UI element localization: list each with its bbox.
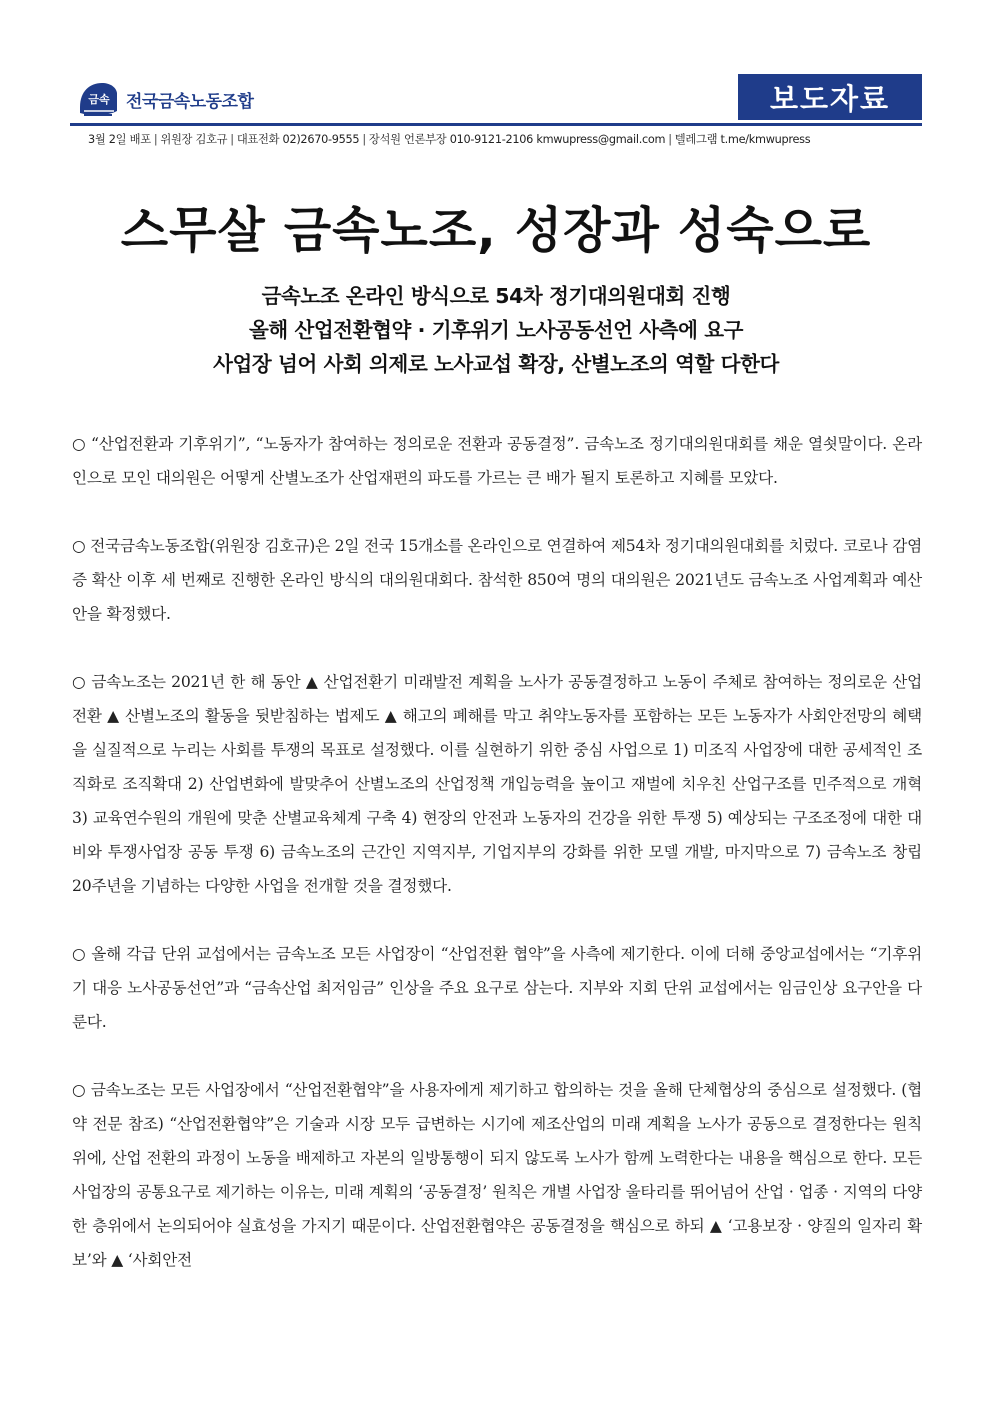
body-paragraph: ○ 올해 각급 단위 교섭에서는 금속노조 모든 사업장이 “산업전환 협약”을 사측에 제기한다. 이에 더해 중앙교섭에서는 “기후위기 대응 노사공동선언”과 “금속산업 최저임금” 인상을 주요 요구로 삼는다. 지부와 지회 단위 교섭에서는 임금인상 요구안을 다룬다. [72, 945, 922, 1031]
body-paragraph: ○ 금속노조는 2021년 한 해 동안 ▲ 산업전환기 미래발전 계획을 노사가 공동결정하고 노동이 주체로 참여하는 정의로운 산업전환 ▲ 산별노조의 활동을 뒷받침하는 법제도 ▲ 해고의 폐해를 막고 취약노동자를 포함하는 모든 노동자가 사회안전망의 혜택을 실질적으로 누리는 사회를 투쟁의 목표로 설정했다. 이를 실현하기 위한 중심 사업으로 1) 미조직 사업장에 대한 공세적인 조직화로 조직확대 2) 산업변화에 발맞추어 산별노조의 산업정책 개입능력을 높이고 재벌에 치우친 산업구조를 민주적으로 개혁 3) 교육연수원의 개원에 맞춘 산별교육체계 구축 4) 현장의 안전과 노동자의 건강을 위한 투쟁 5) 예상되는 구조조정에 대한 대비와 투쟁사업장 공동 투쟁 6) 금속노조의 근간인 지역지부, 기업지부의 강화를 위한 모델 개발, 마지막으로 7) 금속노조 창립 20주년을 기념하는 다양한 사업을 전개할 것을 결정했다. [72, 673, 922, 895]
main-phone: 대표전화 02)2670-9555 [236, 133, 360, 146]
subheadlines [0, 279, 992, 381]
union-emblem-icon [76, 77, 120, 121]
body-paragraph: ○ 전국금속노동조합(위원장 김호규)은 2일 전국 15개소를 온라인으로 연결하여 제54차 정기대의원대회를 치렀다. 코로나 감염증 확산 이후 세 번째로 진행한 온라인 방식의 대의원대회다. 참석한 850여 명의 대의원은 2021년도 금속노조 사업계획과 예산안을 확정했다. [72, 537, 922, 623]
headline: 스무살 금속노조, 성장과 성숙으로 [120, 202, 872, 259]
logo-mark-text: 금속 [88, 93, 110, 106]
body-paragraph: ○ “산업전환과 기후위기”, “노동자가 참여하는 정의로운 전환과 공동결정”. 금속노조 정기대의원대회를 채운 열쇳말이다. 온라인으로 모인 대의원은 어떻게 산별노조가 산업재편의 파도를 가르는 큰 배가 될지 토론하고 지혜를 모았다. [72, 435, 922, 487]
press-header [70, 74, 922, 130]
chair-name: 위원장 김호규 [160, 133, 228, 146]
subheadline: 올해 산업전환협약 · 기후위기 노사공동선언 사측에 요구 [248, 318, 744, 342]
body-paragraph: ○ 금속노조는 모든 사업장에서 “산업전환협약”을 사용자에게 제기하고 합의하는 것을 올해 단체협상의 중심으로 설정했다. (협약 전문 참조) “산업전환협약”은 기술과 시장 모두 급변하는 시기에 제조산업의 미래 계획을 노사가 공동으로 결정한다는 원칙 위에, 산업 전환의 과정이 노동을 배제하고 자본의 일방통행이 되지 않도록 노사가 함께 노력한다는 내용을 핵심으로 한다. 모든 사업장의 공통요구로 제기하는 이유는, 미래 계획의 ‘공동결정’ 원칙은 개별 사업장 울타리를 뛰어넘어 산업 · 업종 · 지역의 다양한 층위에서 논의되어야 실효성을 가지기 때문이다. 산업전환협약은 공동결정을 핵심으로 하되 ▲ ‘고용보장 · 양질의 일자리 확보’와 ▲ ‘사회안전 [72, 1081, 922, 1269]
union-logo [76, 76, 253, 122]
telegram-link: 텔레그램 t.me/kmwupress [674, 133, 811, 146]
contact-line: 3월 2일 배포 | 위원장 김호규 | 대표전화 02)2670-9555 | 장석원 언론부장 010-9121-2106 kmwupress@gmail.com | 텔레그램 t.me/kmwupress [88, 133, 811, 146]
release-date: 3월 2일 배포 [88, 133, 151, 146]
press-officer: 장석원 언론부장 010-9121-2106 kmwupress@gmail.com [368, 133, 666, 146]
org-name: 전국금속노동조합 [126, 91, 254, 112]
subheadline: 사업장 넘어 사회 의제로 노사교섭 확장, 산별노조의 역할 다한다 [213, 352, 779, 376]
subheadline: 금속노조 온라인 방식으로 54차 정기대의원대회 진행 [261, 284, 731, 308]
article-body [72, 427, 922, 1311]
press-release-label: 보도자료 [738, 74, 922, 120]
header-divider [70, 123, 922, 126]
